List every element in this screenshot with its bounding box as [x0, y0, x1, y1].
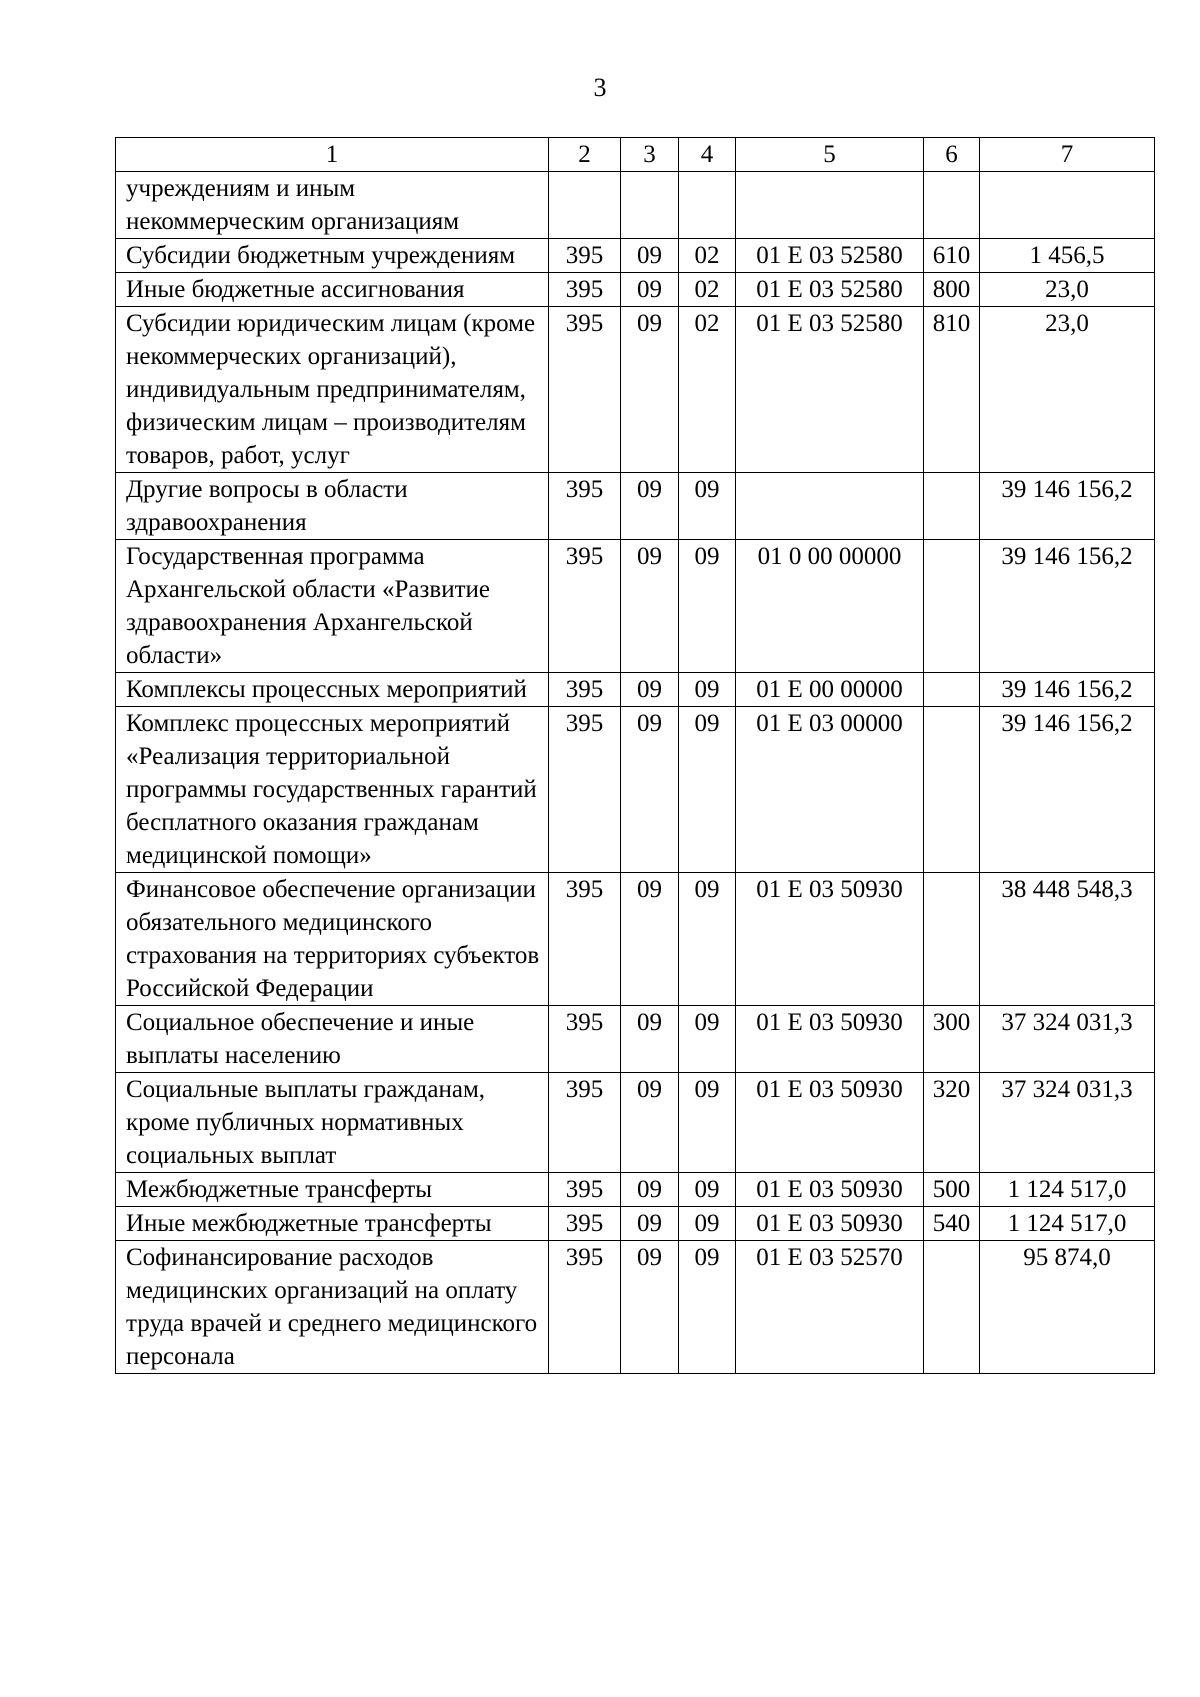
- cell-vr: [924, 707, 980, 873]
- cell-csr: 01 Е 03 00000: [736, 707, 924, 873]
- cell-rz: 09: [621, 540, 679, 673]
- cell-sum: 39 146 156,2: [980, 673, 1155, 707]
- cell-csr: 01 Е 03 52580: [736, 273, 924, 307]
- cell-rz: 09: [621, 1173, 679, 1207]
- cell-pr: 02: [679, 239, 736, 273]
- cell-pr: 09: [679, 1073, 736, 1173]
- table-body: [116, 172, 1155, 1374]
- cell-pr: 09: [679, 540, 736, 673]
- cell-pr: 02: [679, 273, 736, 307]
- cell-rz: 09: [621, 273, 679, 307]
- cell-sum: [980, 172, 1155, 239]
- cell-pr: [679, 172, 736, 239]
- cell-sum: 23,0: [980, 273, 1155, 307]
- cell-csr: 01 Е 03 50930: [736, 1073, 924, 1173]
- cell-csr: 01 Е 03 50930: [736, 1207, 924, 1241]
- cell-name: Софинансирование расходов медицинских организаций на оплату труда врачей и среднего медицинского персонала: [116, 1241, 549, 1374]
- cell-sum: 95 874,0: [980, 1241, 1155, 1374]
- cell-grbs: 395: [549, 239, 621, 273]
- cell-sum: 38 448 548,3: [980, 873, 1155, 1006]
- cell-csr: 01 Е 00 00000: [736, 673, 924, 707]
- table-row: [116, 1173, 1155, 1207]
- cell-vr: 300: [924, 1006, 980, 1073]
- cell-rz: 09: [621, 707, 679, 873]
- table-row: [116, 873, 1155, 1006]
- cell-rz: 09: [621, 673, 679, 707]
- cell-csr: [736, 172, 924, 239]
- header-cell-6: 6: [924, 138, 980, 172]
- table-row: [116, 273, 1155, 307]
- cell-grbs: 395: [549, 1173, 621, 1207]
- cell-name: Государственная программа Архангельской области «Развитие здравоохранения Архангельской области»: [116, 540, 549, 673]
- table-row: [116, 473, 1155, 540]
- cell-vr: [924, 172, 980, 239]
- cell-name: Межбюджетные трансферты: [116, 1173, 549, 1207]
- cell-grbs: 395: [549, 307, 621, 473]
- table-row: [116, 1073, 1155, 1173]
- cell-vr: [924, 540, 980, 673]
- cell-name: Финансовое обеспечение организации обязательного медицинского страхования на территориях субъектов Российской Федерации: [116, 873, 549, 1006]
- cell-vr: 800: [924, 273, 980, 307]
- cell-pr: 09: [679, 1173, 736, 1207]
- cell-pr: 09: [679, 473, 736, 540]
- header-cell-7: 7: [980, 138, 1155, 172]
- cell-pr: 09: [679, 707, 736, 873]
- cell-sum: 23,0: [980, 307, 1155, 473]
- cell-grbs: 395: [549, 1207, 621, 1241]
- cell-rz: 09: [621, 1241, 679, 1374]
- header-cell-2: 2: [549, 138, 621, 172]
- cell-sum: 1 456,5: [980, 239, 1155, 273]
- cell-grbs: 395: [549, 873, 621, 1006]
- cell-vr: [924, 473, 980, 540]
- cell-vr: 540: [924, 1207, 980, 1241]
- table-row: [116, 673, 1155, 707]
- cell-rz: 09: [621, 307, 679, 473]
- cell-csr: 01 0 00 00000: [736, 540, 924, 673]
- cell-vr: [924, 873, 980, 1006]
- cell-csr: [736, 473, 924, 540]
- cell-vr: 610: [924, 239, 980, 273]
- cell-grbs: 395: [549, 1073, 621, 1173]
- header-cell-1: 1: [116, 138, 549, 172]
- cell-csr: 01 Е 03 52580: [736, 239, 924, 273]
- cell-vr: 810: [924, 307, 980, 473]
- cell-csr: 01 Е 03 50930: [736, 1173, 924, 1207]
- table-row: [116, 1006, 1155, 1073]
- table-row: [116, 1207, 1155, 1241]
- cell-csr: 01 Е 03 52570: [736, 1241, 924, 1374]
- budget-table: [115, 137, 1155, 1374]
- cell-vr: 320: [924, 1073, 980, 1173]
- cell-rz: 09: [621, 873, 679, 1006]
- cell-grbs: 395: [549, 473, 621, 540]
- cell-name: Комплексы процессных мероприятий: [116, 673, 549, 707]
- cell-csr: 01 Е 03 52580: [736, 307, 924, 473]
- cell-rz: 09: [621, 473, 679, 540]
- cell-vr: 500: [924, 1173, 980, 1207]
- cell-name: Другие вопросы в области здравоохранения: [116, 473, 549, 540]
- cell-csr: 01 Е 03 50930: [736, 1006, 924, 1073]
- cell-sum: 37 324 031,3: [980, 1006, 1155, 1073]
- cell-grbs: 395: [549, 1006, 621, 1073]
- cell-sum: 37 324 031,3: [980, 1073, 1155, 1173]
- page-number: 3: [593, 73, 607, 102]
- cell-grbs: 395: [549, 1241, 621, 1374]
- cell-pr: 09: [679, 673, 736, 707]
- table-row: [116, 1241, 1155, 1374]
- cell-name: Иные межбюджетные трансферты: [116, 1207, 549, 1241]
- cell-rz: 09: [621, 1207, 679, 1241]
- table-row: [116, 540, 1155, 673]
- cell-name: Субсидии юридическим лицам (кроме некоммерческих организаций), индивидуальным предпринимателям, физическим лицам – производителям товаров, работ, услуг: [116, 307, 549, 473]
- cell-pr: 09: [679, 1207, 736, 1241]
- cell-name: учреждениям и иным некоммерческим организациям: [116, 172, 549, 239]
- cell-grbs: [549, 172, 621, 239]
- table-row: [116, 707, 1155, 873]
- cell-pr: 02: [679, 307, 736, 473]
- cell-rz: 09: [621, 1006, 679, 1073]
- cell-grbs: 395: [549, 540, 621, 673]
- cell-sum: 39 146 156,2: [980, 707, 1155, 873]
- header-row: [116, 138, 1155, 172]
- cell-grbs: 395: [549, 707, 621, 873]
- table-row: [116, 172, 1155, 239]
- cell-name: Субсидии бюджетным учреждениям: [116, 239, 549, 273]
- table-row: [116, 239, 1155, 273]
- cell-sum: 39 146 156,2: [980, 540, 1155, 673]
- cell-name: Социальное обеспечение и иные выплаты населению: [116, 1006, 549, 1073]
- cell-csr: 01 Е 03 50930: [736, 873, 924, 1006]
- cell-vr: [924, 673, 980, 707]
- cell-sum: 39 146 156,2: [980, 473, 1155, 540]
- cell-grbs: 395: [549, 673, 621, 707]
- cell-pr: 09: [679, 1241, 736, 1374]
- table-row: [116, 307, 1155, 473]
- cell-sum: 1 124 517,0: [980, 1207, 1155, 1241]
- header-cell-3: 3: [621, 138, 679, 172]
- cell-rz: [621, 172, 679, 239]
- cell-name: Комплекс процессных мероприятий «Реализация территориальной программы государственных гарантий бесплатного оказания гражданам медицинской помощи»: [116, 707, 549, 873]
- cell-pr: 09: [679, 1006, 736, 1073]
- cell-name: Социальные выплаты гражданам, кроме публичных нормативных социальных выплат: [116, 1073, 549, 1173]
- cell-sum: 1 124 517,0: [980, 1173, 1155, 1207]
- header-cell-5: 5: [736, 138, 924, 172]
- cell-rz: 09: [621, 1073, 679, 1173]
- cell-name: Иные бюджетные ассигнования: [116, 273, 549, 307]
- cell-pr: 09: [679, 873, 736, 1006]
- cell-grbs: 395: [549, 273, 621, 307]
- cell-vr: [924, 1241, 980, 1374]
- cell-rz: 09: [621, 239, 679, 273]
- header-cell-4: 4: [679, 138, 736, 172]
